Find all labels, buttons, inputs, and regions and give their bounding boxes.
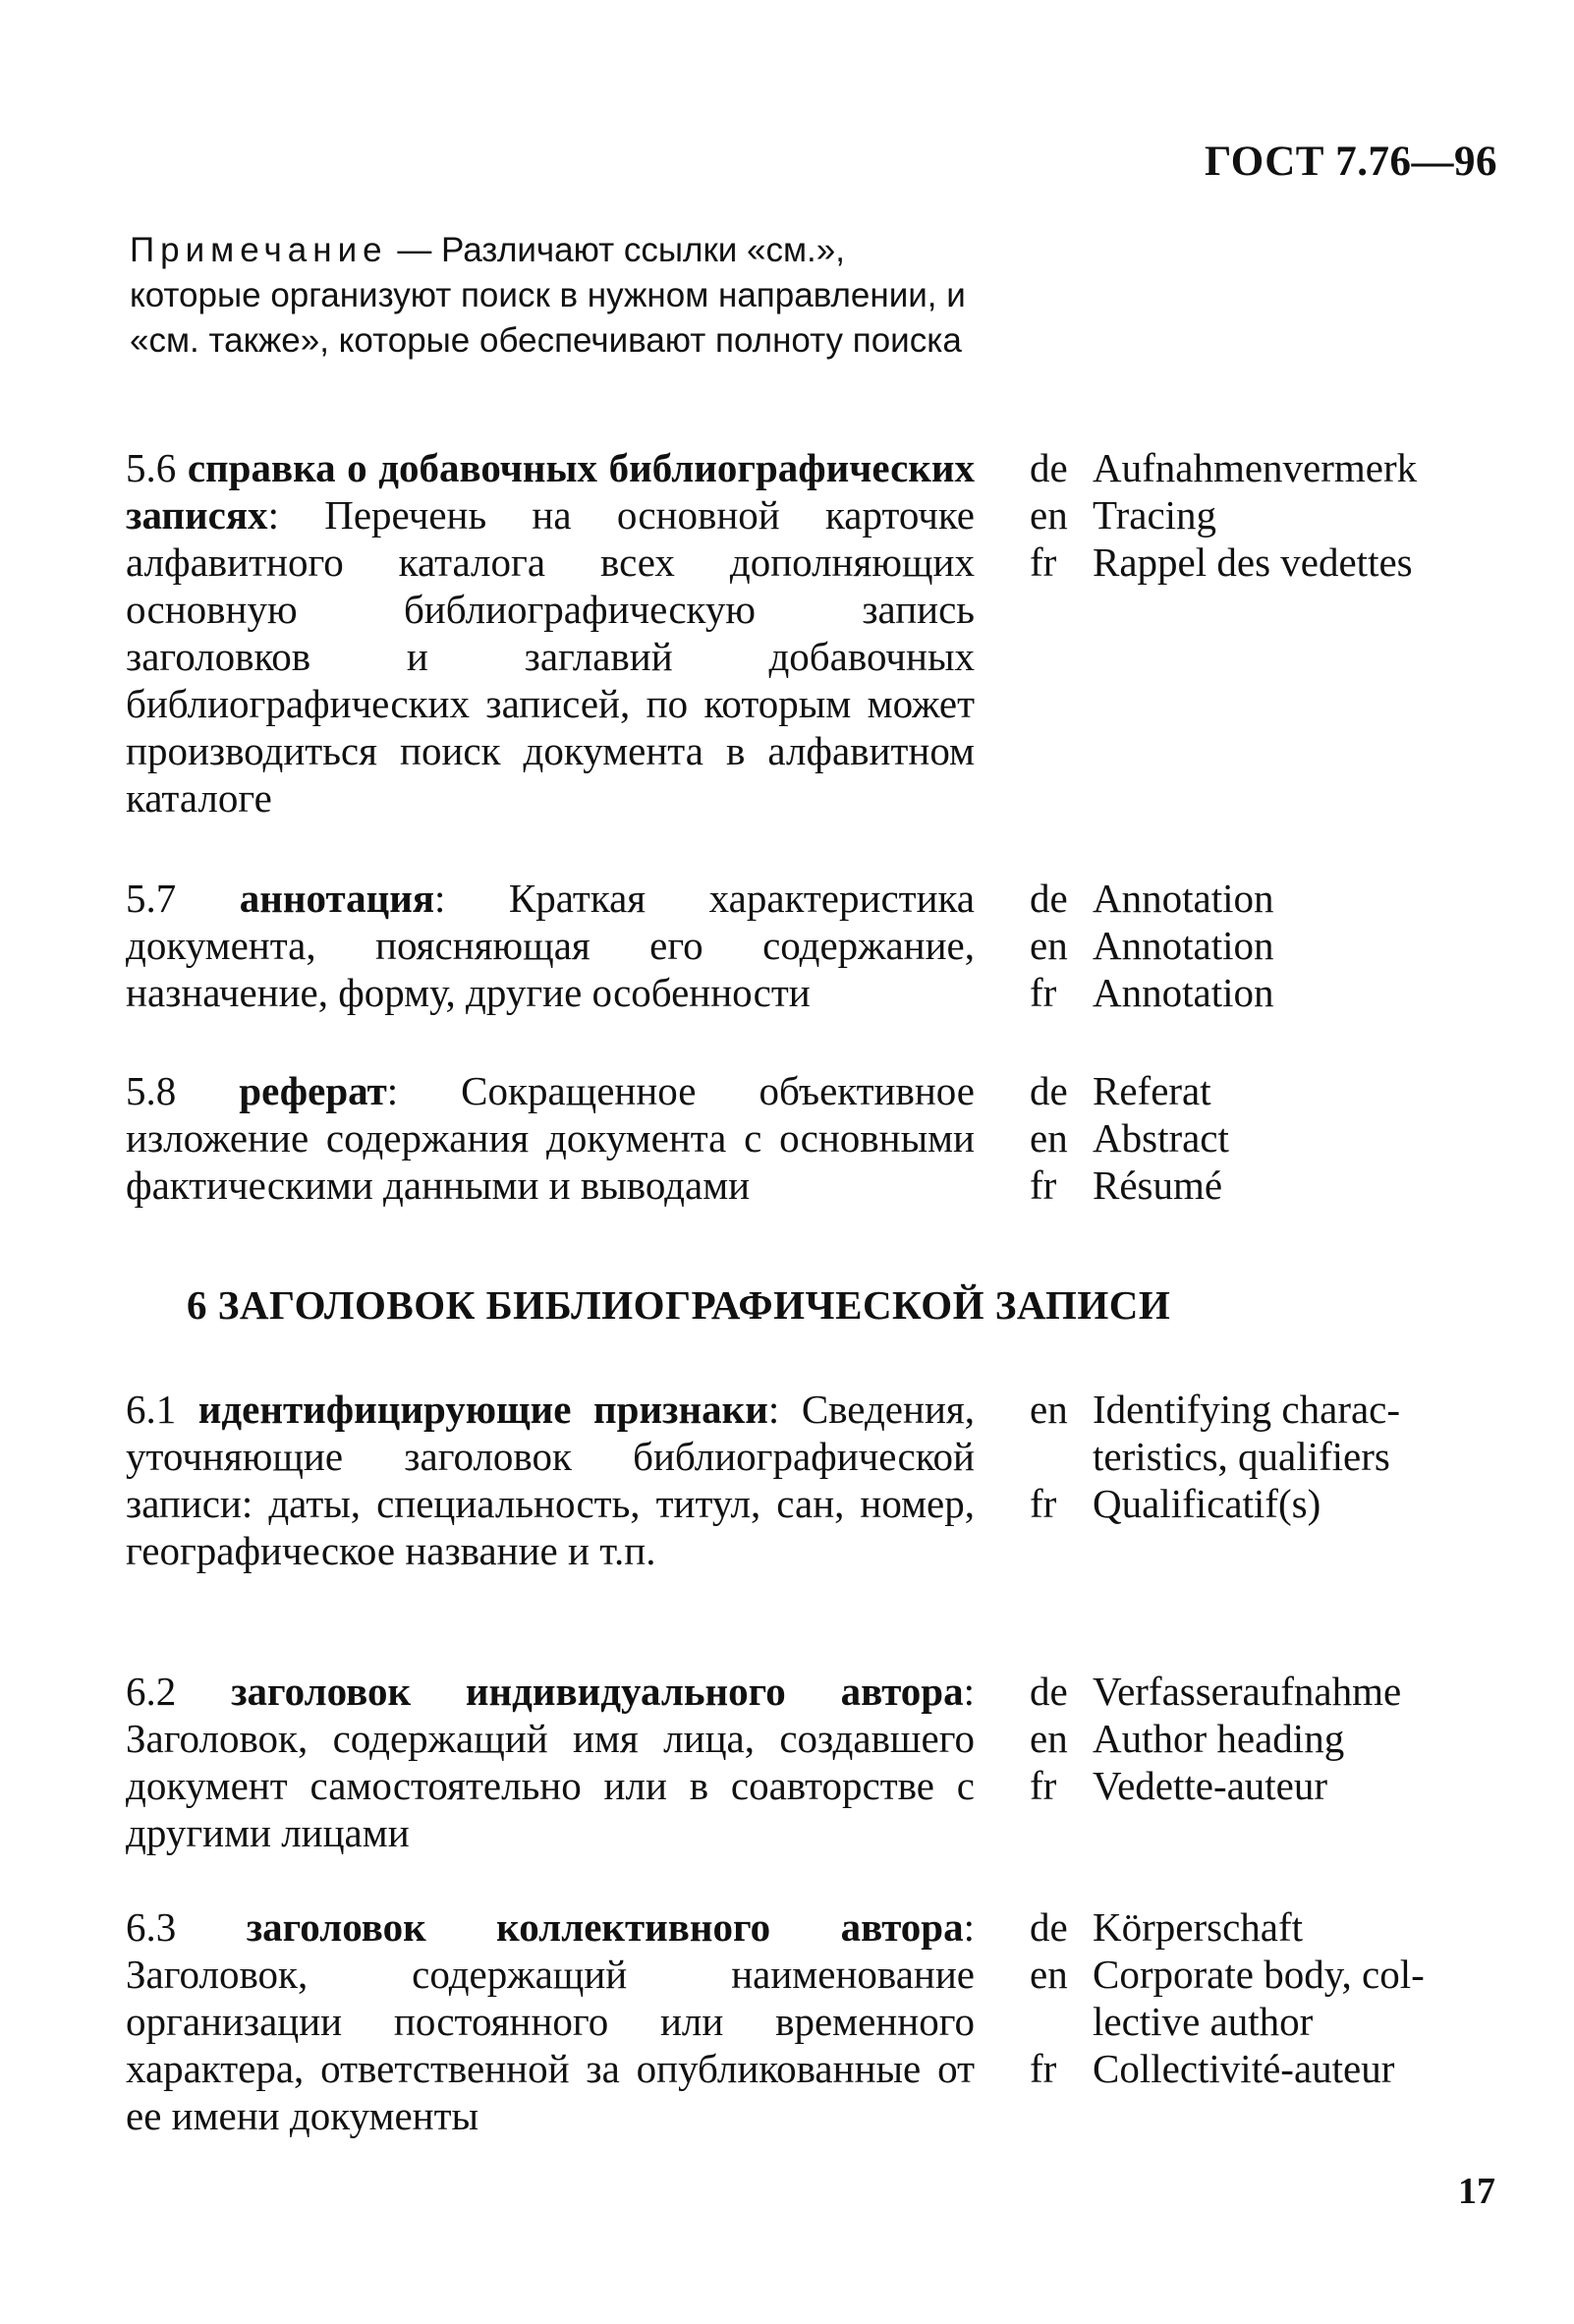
term-name: идентифицирующие признаки: [197, 1387, 768, 1432]
term-name: заголовок коллективного автора: [246, 1904, 964, 1950]
equivalent-term: Verfasseraufnahme: [1093, 1669, 1402, 1714]
document-code: ГОСТ 7.76—96: [1205, 139, 1497, 185]
term-number: 5.6: [126, 445, 177, 490]
equivalent-row: [1030, 538, 1501, 586]
equivalent-row: [1030, 1951, 1501, 1998]
equivalent-term: Tracing: [1093, 492, 1217, 538]
term-number: 6.3: [126, 1904, 177, 1950]
equivalent-row: [1030, 1386, 1501, 1433]
equivalent-row: [1030, 1668, 1501, 1715]
language-code: en: [1030, 1716, 1068, 1761]
term-description: : Сокращенное объективное изложение содержания документа с основными фактическими данными и выводами: [126, 1068, 976, 1208]
language-code: fr: [1030, 2046, 1057, 2091]
term-definition: [126, 1386, 975, 1574]
equivalent-row: [1030, 1114, 1501, 1162]
equivalent-row: [1030, 444, 1501, 491]
note-text: — Различают ссылки «см.», которые организуют поиск в нужном направлении, и «см. также», которые обеспечивают полноту поиска: [130, 231, 966, 360]
foreign-equivalents: [1030, 875, 1501, 1016]
language-code: fr: [1030, 1481, 1057, 1526]
term-description: : Краткая характеристика документа, поясняющая его содержание, назначение, форму, другие особенности: [126, 876, 976, 1015]
language-code: de: [1030, 876, 1068, 921]
equivalent-row: [1030, 1903, 1501, 1951]
equivalent-row: [1030, 1762, 1501, 1809]
language-code: en: [1030, 492, 1068, 538]
foreign-equivalents: [1030, 1668, 1501, 1809]
language-code: fr: [1030, 539, 1057, 585]
language-code: en: [1030, 1115, 1068, 1161]
equivalent-row: [1030, 1433, 1501, 1480]
language-code: fr: [1030, 970, 1057, 1015]
equivalent-row: [1030, 2045, 1501, 2092]
equivalent-row: [1030, 922, 1501, 969]
equivalent-row: [1030, 1998, 1501, 2045]
equivalent-term: Annotation: [1093, 876, 1274, 921]
equivalent-row: [1030, 1162, 1501, 1209]
language-code: de: [1030, 1068, 1068, 1113]
term-definition: [126, 444, 975, 822]
term-name: справка о добавочных библиографических записях: [126, 445, 976, 538]
equivalent-term: Aufnahmenvermerk: [1093, 445, 1418, 490]
language-code: en: [1030, 1952, 1068, 1997]
language-code: [1030, 1433, 1093, 1480]
language-code: fr: [1030, 1763, 1057, 1808]
page-number: 17: [1458, 2171, 1495, 2212]
equivalent-term: Annotation: [1093, 923, 1274, 968]
term-definition: [126, 1067, 975, 1209]
language-code: de: [1030, 1669, 1068, 1714]
language-code: en: [1030, 923, 1068, 968]
term-description: : Заголовок, содержащий имя лица, создавшего документ самостоятельно или в соавторстве с другими лицами: [126, 1669, 975, 1855]
term-description: : Заголовок, содержащий наименование организации постоянного или временного характера, ответственной за опубликованные от ее имени документы: [126, 1904, 976, 2138]
equivalent-term: Referat: [1093, 1068, 1211, 1113]
equivalent-term: Collectivité-auteur: [1093, 2046, 1395, 2091]
equivalent-term: Annotation: [1093, 970, 1274, 1015]
equivalent-row: [1030, 875, 1501, 922]
language-code: [1030, 1998, 1093, 2045]
equivalent-row: [1030, 1480, 1501, 1527]
equivalent-term: Vedette-auteur: [1093, 1763, 1328, 1808]
foreign-equivalents: [1030, 1067, 1501, 1209]
equivalent-term: lective author: [1093, 1999, 1314, 2044]
term-definition: [126, 875, 975, 1016]
note-paragraph: [130, 228, 975, 364]
note-label: Примечание: [130, 231, 388, 269]
equivalent-term: Identifying charac-: [1093, 1387, 1401, 1432]
term-name: аннотация: [239, 876, 435, 921]
equivalent-term: teristics, qualifiers: [1093, 1434, 1390, 1479]
language-code: de: [1030, 445, 1068, 490]
foreign-equivalents: [1030, 1903, 1501, 2092]
term-description: : Перечень на основной карточке алфавитного каталога всех дополняющих основную библиографическую запись заголовков и заглавий добавочных библиографических записей, по которым может производиться поиск документа в алфавитном каталоге: [126, 492, 975, 821]
term-definition: [126, 1668, 975, 1856]
term-description: : Сведения, уточняющие заголовок библиографической записи: даты, специальность, титул, сан, номер, географическое название и т.п.: [126, 1387, 975, 1573]
equivalent-row: [1030, 1067, 1501, 1114]
term-definition: [126, 1903, 975, 2139]
equivalent-term: Rappel des vedettes: [1093, 539, 1413, 585]
equivalent-term: Author heading: [1093, 1716, 1345, 1761]
equivalent-row: [1030, 969, 1501, 1016]
language-code: fr: [1030, 1162, 1057, 1208]
equivalent-term: Körperschaft: [1093, 1904, 1304, 1950]
foreign-equivalents: [1030, 444, 1501, 586]
equivalent-term: Corporate body, col-: [1093, 1952, 1425, 1997]
language-code: de: [1030, 1904, 1068, 1950]
term-number: 6.2: [126, 1669, 177, 1714]
equivalent-term: Abstract: [1093, 1115, 1229, 1161]
term-number: 6.1: [126, 1387, 177, 1432]
term-name: реферат: [239, 1068, 387, 1113]
equivalent-row: [1030, 491, 1501, 538]
equivalent-row: [1030, 1715, 1501, 1762]
language-code: en: [1030, 1387, 1068, 1432]
equivalent-term: Qualificatif(s): [1093, 1481, 1321, 1526]
term-name: заголовок индивидуального автора: [231, 1669, 964, 1714]
term-number: 5.7: [126, 876, 177, 921]
foreign-equivalents: [1030, 1386, 1501, 1527]
equivalent-term: Résumé: [1093, 1162, 1223, 1208]
section-heading: 6 ЗАГОЛОВОК БИБЛИОГРАФИЧЕСКОЙ ЗАПИСИ: [187, 1282, 1171, 1328]
term-number: 5.8: [126, 1068, 177, 1113]
